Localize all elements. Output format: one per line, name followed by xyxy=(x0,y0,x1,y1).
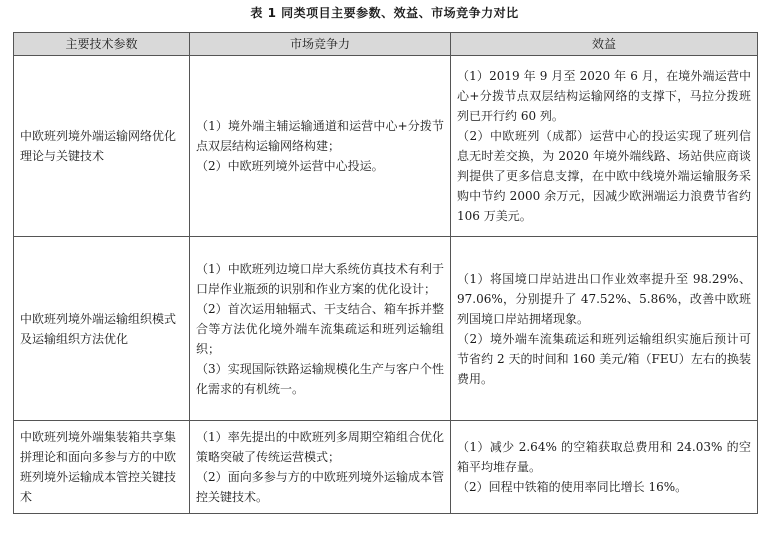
competitiveness-item: （2）中欧班列境外运营中心投运。 xyxy=(196,159,384,173)
parameter-cell: 中欧班列境外端集装箱共享集拼理论和面向多参与方的中欧班列境外运输成本管控关键技术 xyxy=(14,421,190,514)
table-row xyxy=(14,237,758,421)
competitiveness-cell xyxy=(190,421,451,514)
benefit-item: （2）中欧班列（成都）运营中心的投运实现了班列信息无时差交换，为 2020 年境外端线路、场站供应商谈判提供了更多信息支撑，在中欧中线境外端运输服务采购中节约 2000 余万元，因减少欧洲端运力浪费节省约 106 万美元。 xyxy=(457,129,751,223)
benefit-item: （1）减少 2.64% 的空箱获取总费用和 24.03% 的空箱平均堆存量。 xyxy=(457,440,751,474)
benefit-item: （2）回程中铁箱的使用率同比增长 16%。 xyxy=(457,480,688,494)
competitiveness-cell xyxy=(190,56,451,237)
comparison-table xyxy=(13,32,758,514)
column-header-parameters: 主要技术参数 xyxy=(14,33,190,56)
benefit-item: （1）将国境口岸站进出口作业效率提升至 98.29%、97.06%，分别提升了 47.52%、5.86%，改善中欧班列国境口岸站拥堵现象。 xyxy=(457,271,751,326)
column-header-competitiveness: 市场竞争力 xyxy=(190,33,451,56)
benefit-item: （1）2019 年 9 月至 2020 年 6 月，在境外端运营中心+分拨节点双层结构运输网络的支撑下，马拉分拨班列已开行约 60 列。 xyxy=(457,69,751,123)
column-header-benefit: 效益 xyxy=(451,33,758,56)
competitiveness-item: （1）境外端主辅运输通道和运营中心+分拨节点双层结构运输网络构建； xyxy=(196,119,444,153)
competitiveness-item: （2）首次运用轴辐式、干支结合、箱车拆并整合等方法优化境外端车流集疏运和班列运输组织； xyxy=(196,301,444,356)
benefit-cell xyxy=(451,56,758,237)
parameter-cell: 中欧班列境外端运输网络优化理论与关键技术 xyxy=(14,56,190,237)
benefit-cell xyxy=(451,237,758,421)
competitiveness-item: （2）面向多参与方的中欧班列境外运输成本管控关键技术。 xyxy=(196,470,444,504)
competitiveness-item: （3）实现国际铁路运输规模化生产与客户个性化需求的有机统一。 xyxy=(196,361,444,396)
competitiveness-cell xyxy=(190,237,451,421)
competitiveness-item: （1）中欧班列边境口岸大系统仿真技术有利于口岸作业瓶颈的识别和作业方案的优化设计； xyxy=(196,261,444,296)
table-row xyxy=(14,56,758,237)
table-row xyxy=(14,421,758,514)
table-caption: 表 1 同类项目主要参数、效益、市场竞争力对比 xyxy=(250,6,519,20)
header-row xyxy=(14,33,758,56)
benefit-cell xyxy=(451,421,758,514)
benefit-item: （2）境外端车流集疏运和班列运输组织实施后预计可节省约 2 天的时间和 160 美元/箱（FEU）左右的换装费用。 xyxy=(457,331,751,386)
parameter-cell: 中欧班列境外端运输组织模式及运输组织方法优化 xyxy=(14,237,190,421)
competitiveness-item: （1）率先提出的中欧班列多周期空箱组合优化策略突破了传统运营模式； xyxy=(196,430,444,464)
